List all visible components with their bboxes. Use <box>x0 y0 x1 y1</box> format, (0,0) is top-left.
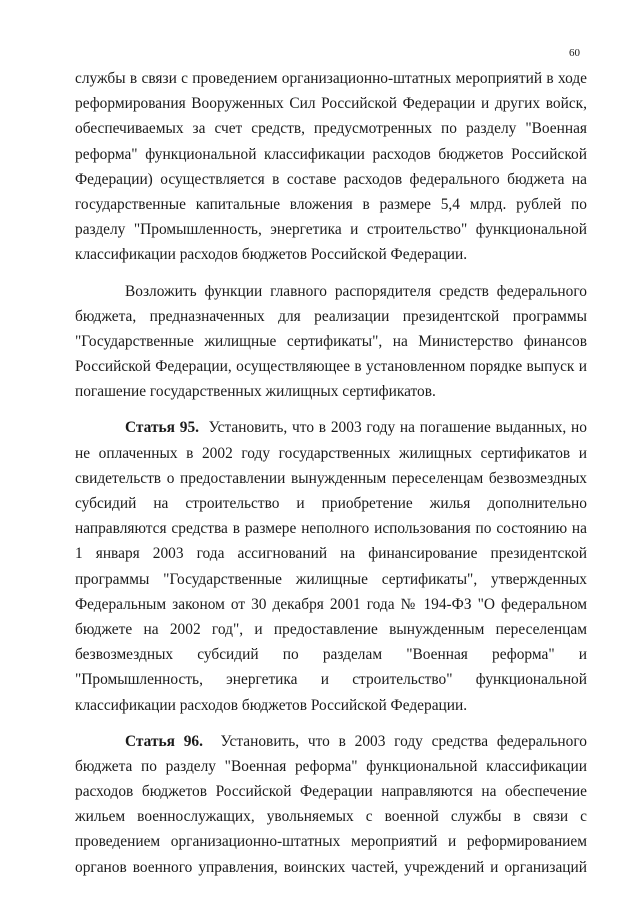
text-line: бюджета по разделу "Военная реформа" функциональной классификации <box>75 757 587 775</box>
article-text: Установить, что в 2003 году на погашение выданных, но <box>208 419 587 437</box>
text-line: "Промышленность, энергетика и строительство" функциональной <box>75 671 587 689</box>
text-line: субсидий на строительство и приобретение жилья дополнительно <box>75 495 587 512</box>
text-line: программы "Государственные жилищные сертификаты", утвержденных <box>75 570 587 588</box>
text-line <box>75 415 587 440</box>
paragraph-continuation <box>75 66 587 268</box>
text-line: жильем военнослужащих, увольняемых с военной службы в связи с <box>75 808 587 826</box>
text-line: Федерации) осуществляется в составе расходов федерального бюджета на <box>75 170 587 188</box>
text-line: не оплаченных в 2002 году государственных жилищных сертификатов и <box>75 444 587 462</box>
text-line: "Государственные жилищные сертификаты", на Министерство финансов <box>75 332 587 350</box>
text-line: Федеральным законом от 30 декабря 2001 года № 194-ФЗ "О федеральном <box>75 595 587 613</box>
text-line: безвозмездных субсидий по разделам "Военная реформа" и <box>75 646 587 664</box>
text-line: расходов бюджетов Российской Федерации направляются на обеспечение <box>75 783 587 801</box>
article-95 <box>75 415 587 717</box>
text-line <box>75 729 587 754</box>
text-line: классификации расходов бюджетов Российской Федерации. <box>75 696 468 714</box>
article-heading: Статья 95. <box>125 419 200 437</box>
text-line: погашение государственных жилищных сертификатов. <box>75 383 436 401</box>
document-body <box>75 66 587 880</box>
text-line: бюджете на 2002 год", и предоставление вынужденным переселенцам <box>75 620 587 638</box>
text-line: службы в связи с проведением организационно-штатных мероприятий в ходе <box>75 70 587 87</box>
text-line: свидетельств о предоставлении вынужденным переселенцам безвозмездных <box>75 469 587 487</box>
text-line: реформирования Вооруженных Сил Российской Федерации и других войск, <box>75 95 587 113</box>
page-number: 60 <box>569 47 580 59</box>
text-line: направляются средства в размере неполного использования по состоянию на <box>75 520 587 538</box>
text-line: Возложить функции главного распорядителя средств федерального <box>125 282 587 300</box>
text-line: разделу "Промышленность, энергетика и строительство" функциональной <box>75 221 587 239</box>
text-line: классификации расходов бюджетов Российской Федерации. <box>75 246 468 264</box>
text-line: Российской Федерации, осуществляющее в установленном порядке выпуск и <box>75 358 587 376</box>
text-line: бюджета, предназначенных для реализации президентской программы <box>75 307 587 325</box>
text-line: реформа" функциональной классификации расходов бюджетов Российской <box>75 145 587 163</box>
article-text: Установить, что в 2003 году средства федерального <box>220 732 587 750</box>
article-96 <box>75 729 587 880</box>
text-line: органов военного управления, воинских частей, учреждений и организаций <box>75 858 587 876</box>
text-line: 1 января 2003 года ассигнований на финансирование президентской <box>75 545 587 563</box>
paragraph-budget-manager <box>75 279 587 405</box>
text-line: проведением организационно-штатных мероприятий и реформированием <box>75 833 587 851</box>
text-line: государственные капитальные вложения в размере 5,4 млрд. рублей по <box>75 195 587 213</box>
article-heading: Статья 96. <box>125 732 203 750</box>
text-line: обеспечиваемых за счет средств, предусмотренных по разделу "Военная <box>75 120 587 138</box>
